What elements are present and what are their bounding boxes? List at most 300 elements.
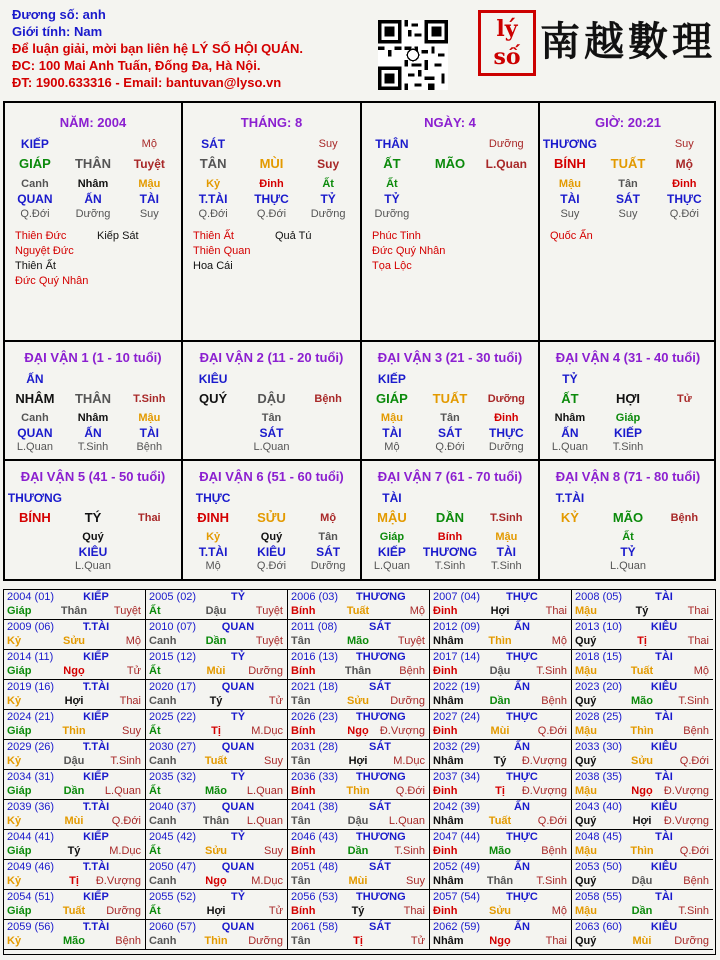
dai-van-hidden-god: TỶ [620, 545, 636, 559]
year-cell [146, 920, 288, 950]
year-chi: Dậu [631, 875, 653, 887]
year-cell [430, 770, 572, 800]
year-label: 2046 (43) [291, 831, 339, 843]
year-god: THƯƠNG [356, 831, 406, 843]
year-phase: Tử [126, 665, 141, 677]
year-chi: Hợi [490, 605, 510, 617]
year-can: Tân [291, 695, 311, 707]
year-label: 2056 (53) [291, 891, 339, 903]
year-phase: Dưỡng [674, 935, 709, 947]
year-label: 2040 (37) [149, 801, 197, 813]
year-god: KIÊU [650, 741, 678, 753]
year-cell [146, 650, 288, 680]
year-god: ẤN [514, 741, 530, 753]
year-god: THỰC [506, 711, 538, 723]
year-phase: Thai [545, 935, 567, 947]
year-can: Kỷ [7, 875, 22, 887]
year-cell [4, 800, 146, 830]
year-phase: Tử [268, 905, 283, 917]
dai-van-god: ẤN [26, 372, 44, 386]
year-label: 2017 (14) [433, 651, 481, 663]
year-can: Canh [149, 815, 177, 827]
year-god: KIÊU [650, 861, 678, 873]
year-god: KIÊU [650, 621, 678, 633]
year-label: 2015 (12) [149, 651, 197, 663]
year-god: KIÊU [650, 681, 678, 693]
year-label: 2044 (41) [7, 831, 55, 843]
year-can: Ất [149, 845, 161, 857]
year-can: Đinh [433, 605, 458, 617]
year-cell [288, 650, 430, 680]
dai-van-hidden-god: KIẾP [377, 545, 406, 559]
year-chi: Tị [211, 725, 221, 737]
year-phase: Thai [687, 605, 709, 617]
year-cell [430, 740, 572, 770]
year-label: 2042 (39) [433, 801, 481, 813]
seal-char-2: số [493, 44, 521, 70]
year-god: QUAN [221, 861, 255, 873]
dai-van-hidden: Tân [261, 412, 282, 424]
year-label: 2004 (01) [7, 591, 55, 603]
dai-van-hidden: Tân [440, 412, 460, 424]
year-label: 2051 (48) [291, 861, 339, 873]
year-cell [146, 590, 288, 620]
year-phase: Bệnh [399, 665, 425, 677]
year-god: THƯƠNG [356, 771, 406, 783]
pillar-title: GIỜ: 20:21 [594, 115, 661, 130]
year-cell [572, 710, 713, 740]
annual-luck-table [3, 589, 716, 955]
year-phase: Đ.Vượng [521, 755, 567, 767]
year-cell [572, 590, 713, 620]
year-chi: Mão [489, 845, 511, 857]
year-can: Kỷ [7, 815, 22, 827]
hidden-god: T.TÀI [198, 192, 228, 206]
year-can: Quý [575, 815, 597, 827]
year-chi: Tị [495, 785, 505, 797]
star-item: Đức Quý Nhân [372, 245, 446, 257]
year-god: QUAN [221, 801, 255, 813]
year-phase: Bệnh [541, 845, 567, 857]
year-can: Mậu [575, 665, 597, 677]
year-chi: Thìn [204, 935, 228, 947]
year-chi: Dần [631, 905, 653, 917]
year-can: Quý [575, 935, 597, 947]
dai-van-hidden: Giáp [379, 531, 405, 543]
year-label: 2035 (32) [149, 771, 197, 783]
year-god: ẤN [514, 681, 530, 693]
year-chi: Thìn [346, 785, 370, 797]
hidden-stem: Ất [322, 178, 334, 190]
year-phase: Tuyệt [113, 605, 141, 617]
dai-van-chi: SỬU [257, 510, 286, 525]
year-can: Ất [149, 905, 161, 917]
year-god: KIẾP [83, 651, 109, 663]
dai-van-phase: Bệnh [314, 393, 342, 405]
hidden-phase: Suy [139, 208, 159, 220]
year-cell [4, 740, 146, 770]
year-god: KIẾP [83, 771, 109, 783]
year-label: 2045 (42) [149, 831, 197, 843]
dai-van-title: ĐẠI VẬN 3 (21 - 30 tuổi) [377, 350, 523, 365]
dai-van-can: BÍNH [19, 510, 51, 525]
year-chi: Tuất [488, 815, 512, 827]
year-label: 2006 (03) [291, 591, 339, 603]
year-label: 2030 (27) [149, 741, 197, 753]
hidden-phase: Q.Đới [198, 208, 228, 220]
year-can: Mậu [575, 605, 597, 617]
year-can: Giáp [7, 665, 32, 677]
year-phase: Q.Đới [111, 815, 141, 827]
year-cell [4, 770, 146, 800]
year-phase: Tuyệt [397, 635, 425, 647]
year-cell [430, 710, 572, 740]
dai-van-hidden: Quý [82, 531, 104, 543]
year-chi: Ngọ [347, 725, 369, 737]
owner-label: Đương số: [12, 7, 80, 22]
hidden-god: TỶ [384, 192, 400, 206]
year-chi: Tý [209, 695, 223, 707]
hidden-stem: Mậu [558, 178, 581, 190]
year-god: T.TÀI [82, 801, 110, 813]
star-item: Nguyệt Đức [15, 245, 74, 257]
year-can: Quý [575, 635, 597, 647]
dai-van-title: ĐẠI VẬN 2 (11 - 20 tuổi) [199, 350, 344, 365]
year-god: TÀI [655, 831, 673, 843]
year-cell [288, 800, 430, 830]
star-item: Quốc Ấn [550, 230, 593, 242]
pillar-1 [5, 103, 181, 340]
year-can: Canh [149, 875, 177, 887]
year-cell [4, 860, 146, 890]
star-item: Quả Tú [275, 230, 312, 242]
pillar-title: NĂM: 2004 [59, 115, 127, 130]
year-god: ẤN [514, 921, 530, 933]
year-can: Giáp [7, 905, 32, 917]
pillar-2 [183, 103, 360, 340]
year-cell [430, 860, 572, 890]
year-label: 2047 (44) [433, 831, 481, 843]
year-phase: L.Quan [246, 785, 283, 797]
year-label: 2049 (46) [7, 861, 55, 873]
year-chi: Ngọ [631, 785, 653, 797]
pillar-god: THƯƠNG [542, 137, 598, 151]
dai-van-1 [5, 342, 181, 459]
dai-van-3 [362, 342, 538, 459]
year-phase: Bệnh [683, 875, 709, 887]
year-phase: Dưỡng [248, 665, 283, 677]
dai-van-god: THƯƠNG [7, 491, 63, 505]
hidden-god: ẤN [84, 192, 102, 206]
dai-van-hidden-god: SÁT [259, 426, 284, 440]
year-label: 2034 (31) [7, 771, 55, 783]
year-label: 2038 (35) [575, 771, 623, 783]
year-chi: Tuất [346, 605, 370, 617]
header-info [12, 6, 303, 91]
year-label: 2053 (50) [575, 861, 623, 873]
year-chi: Ngọ [205, 875, 227, 887]
hidden-god: QUAN [17, 192, 53, 206]
year-cell [4, 710, 146, 740]
dai-van-hidden-phase: Dưỡng [488, 441, 524, 453]
year-can: Giáp [7, 725, 32, 737]
year-label: 2019 (16) [7, 681, 55, 693]
seal-char-1: lý [496, 16, 518, 42]
year-can: Quý [575, 755, 597, 767]
year-god: TỶ [230, 831, 246, 843]
year-cell [572, 650, 713, 680]
year-can: Ất [149, 725, 161, 737]
dai-van-title: ĐẠI VẬN 6 (51 - 60 tuổi) [199, 469, 344, 484]
year-phase: T.Sinh [394, 845, 425, 857]
year-cell [4, 830, 146, 860]
year-chi: Mùi [64, 815, 84, 827]
year-god: TỶ [230, 711, 246, 723]
year-cell [288, 590, 430, 620]
year-phase: Bệnh [541, 695, 567, 707]
year-phase: M.Dục [109, 845, 141, 857]
dai-van-hidden-phase: T.Sinh [77, 441, 109, 453]
year-chi: Mùi [632, 935, 652, 947]
year-phase: T.Sinh [110, 755, 141, 767]
year-phase: Q.Đới [537, 725, 567, 737]
year-god: THƯƠNG [356, 651, 406, 663]
year-cell [572, 770, 713, 800]
hidden-phase: Dưỡng [75, 208, 111, 220]
year-cell [146, 830, 288, 860]
hidden-phase: Dưỡng [374, 208, 410, 220]
year-label: 2008 (05) [575, 591, 623, 603]
gender-value: Nam [73, 24, 103, 39]
year-cell [146, 800, 288, 830]
year-chi: Mùi [206, 665, 226, 677]
dai-van-god: TỶ [562, 372, 578, 386]
year-cell [572, 890, 713, 920]
year-god: T.TÀI [82, 681, 110, 693]
pillar-chi: MÙI [259, 156, 284, 171]
year-can: Mậu [575, 785, 597, 797]
year-label: 2027 (24) [433, 711, 481, 723]
year-chi: Dậu [205, 605, 227, 617]
dai-van-2 [183, 342, 360, 459]
year-chi: Thân [202, 815, 230, 827]
year-cell [288, 770, 430, 800]
year-phase: Thai [687, 635, 709, 647]
year-can: Giáp [7, 605, 32, 617]
dai-van-hidden: Đinh [494, 412, 519, 424]
pillar-title: NGÀY: 4 [424, 115, 476, 130]
contact-line-3: ĐT: 1900.633316 - Email: bantuvan@lyso.vn [12, 75, 282, 90]
year-cell [572, 920, 713, 950]
year-cell [288, 620, 430, 650]
dai-van-can: GIÁP [376, 391, 408, 406]
pillar-phase-2: Suy [317, 157, 340, 171]
year-label: 2016 (13) [291, 651, 339, 663]
dai-van-phase: T.Sinh [490, 512, 523, 524]
year-label: 2005 (02) [149, 591, 197, 603]
year-chi: Tuất [62, 905, 86, 917]
year-can: Ất [149, 785, 161, 797]
year-god: T.TÀI [82, 621, 110, 633]
year-chi: Tị [353, 935, 363, 947]
pillar-phase-1: Suy [318, 138, 338, 150]
year-phase: Đ.Vượng [663, 785, 709, 797]
dai-van-hidden-god: SÁT [316, 545, 341, 559]
year-cell [146, 770, 288, 800]
year-cell [288, 890, 430, 920]
year-cell [288, 680, 430, 710]
year-label: 2007 (04) [433, 591, 481, 603]
year-god: TÀI [655, 711, 673, 723]
year-god: SÁT [369, 921, 391, 933]
year-label: 2028 (25) [575, 711, 623, 723]
year-can: Giáp [7, 785, 32, 797]
star-item: Thiên Ất [193, 230, 234, 242]
year-cell [4, 620, 146, 650]
year-god: THỰC [506, 831, 538, 843]
year-label: 2024 (21) [7, 711, 55, 723]
pillar-phase-2: L.Quan [485, 157, 527, 171]
year-phase: Bệnh [683, 725, 709, 737]
hidden-phase: Suy [560, 208, 580, 220]
year-chi: Sửu [630, 755, 654, 767]
year-cell [572, 860, 713, 890]
hidden-phase: Q.Đới [20, 208, 50, 220]
year-can: Quý [575, 695, 597, 707]
dai-van-can: ĐINH [197, 510, 229, 525]
year-god: SÁT [369, 801, 391, 813]
year-can: Mậu [575, 845, 597, 857]
star-item: Thiên Đức [15, 230, 67, 242]
year-phase: Suy [264, 845, 283, 857]
year-chi: Thân [60, 605, 88, 617]
year-chi: Dậu [63, 755, 85, 767]
year-god: SÁT [369, 741, 391, 753]
dai-van-hidden-phase: Dưỡng [310, 560, 346, 572]
pillar-chi: MÃO [434, 156, 466, 171]
year-can: Canh [149, 755, 177, 767]
hidden-god: SÁT [616, 192, 640, 206]
pillar-can: ẤT [383, 156, 401, 171]
dai-van-title: ĐẠI VẬN 8 (71 - 80 tuổi) [555, 469, 701, 484]
year-can: Canh [149, 695, 177, 707]
pillar-phase-1: Mộ [141, 138, 157, 150]
pillar-can: TÂN [199, 156, 227, 171]
year-god: QUAN [221, 621, 255, 633]
year-label: 2031 (28) [291, 741, 339, 753]
year-label: 2039 (36) [7, 801, 55, 813]
dai-van-hidden-phase: L.Quan [74, 560, 112, 572]
dai-van-hidden: Mậu [138, 412, 161, 424]
hidden-stem: Canh [21, 178, 49, 190]
year-phase: L.Quan [246, 815, 283, 827]
year-label: 2059 (56) [7, 921, 55, 933]
dai-van-can: ẤT [561, 391, 579, 406]
year-can: Mậu [575, 725, 597, 737]
year-phase: Mộ [693, 665, 709, 677]
year-can: Tân [291, 755, 311, 767]
year-label: 2029 (26) [7, 741, 55, 753]
year-chi: Tuất [630, 665, 654, 677]
year-phase: Q.Đới [395, 785, 425, 797]
year-cell [288, 830, 430, 860]
year-chi: Tị [637, 635, 647, 647]
year-phase: T.Sinh [678, 695, 709, 707]
dai-van-god: THỰC [195, 491, 231, 505]
year-phase: L.Quan [388, 815, 425, 827]
year-label: 2043 (40) [575, 801, 623, 813]
contact-line-1: Để luận giải, mời bạn liên hệ LÝ SỐ HỘI QUÁN. [12, 41, 303, 56]
year-chi: Tý [67, 845, 81, 857]
year-chi: Sửu [488, 905, 512, 917]
year-god: ẤN [514, 801, 530, 813]
year-cell [4, 680, 146, 710]
year-chi: Tuất [204, 755, 228, 767]
star-item: Thiên Ất [15, 260, 56, 272]
hidden-stem: Nhâm [77, 178, 109, 190]
dai-van-hidden-phase: Q.Đới [435, 441, 465, 453]
year-label: 2052 (49) [433, 861, 481, 873]
year-phase: Q.Đới [537, 815, 567, 827]
dai-van-chi: TÝ [84, 510, 102, 525]
year-cell [288, 860, 430, 890]
year-can: Đinh [433, 725, 458, 737]
year-can: Canh [149, 935, 177, 947]
year-can: Nhâm [433, 935, 464, 947]
year-label: 2055 (52) [149, 891, 197, 903]
year-cell [288, 740, 430, 770]
year-label: 2018 (15) [575, 651, 623, 663]
year-god: TỶ [230, 591, 246, 603]
year-cell [4, 650, 146, 680]
pillar-chi: THÂN [74, 156, 112, 171]
year-phase: Mộ [125, 635, 141, 647]
pillar-god: KIẾP [20, 137, 49, 151]
gender-label: Giới tính: [12, 24, 71, 39]
year-can: Kỷ [7, 755, 22, 767]
dai-van-phase: Dưỡng [487, 393, 525, 405]
year-cell [146, 620, 288, 650]
year-label: 2050 (47) [149, 861, 197, 873]
hidden-phase: Suy [618, 208, 638, 220]
hidden-stem: Ất [386, 178, 398, 190]
year-cell [146, 680, 288, 710]
year-label: 2010 (07) [149, 621, 197, 633]
year-can: Tân [291, 815, 311, 827]
hidden-phase: Dưỡng [310, 208, 346, 220]
year-phase: Thai [403, 905, 425, 917]
year-phase: Dưỡng [106, 905, 141, 917]
year-god: TÀI [655, 891, 673, 903]
year-cell [146, 890, 288, 920]
year-phase: Tuyệt [255, 635, 283, 647]
year-chi: Mùi [490, 725, 510, 737]
hidden-stem: Tân [618, 178, 638, 190]
year-label: 2041 (38) [291, 801, 339, 813]
dai-van-6 [183, 461, 360, 579]
year-phase: Suy [264, 755, 283, 767]
pillar-can: BÍNH [554, 156, 586, 171]
year-god: SÁT [369, 621, 391, 633]
year-god: T.TÀI [82, 741, 110, 753]
dai-van-hidden-phase: L.Quan [16, 441, 53, 453]
year-label: 2011 (08) [291, 621, 338, 633]
dai-van-hidden: Quý [260, 531, 283, 543]
year-phase: Mộ [551, 635, 567, 647]
year-god: KIẾP [83, 711, 109, 723]
year-label: 2062 (59) [433, 921, 481, 933]
dai-van-can: NHÂM [15, 391, 55, 406]
